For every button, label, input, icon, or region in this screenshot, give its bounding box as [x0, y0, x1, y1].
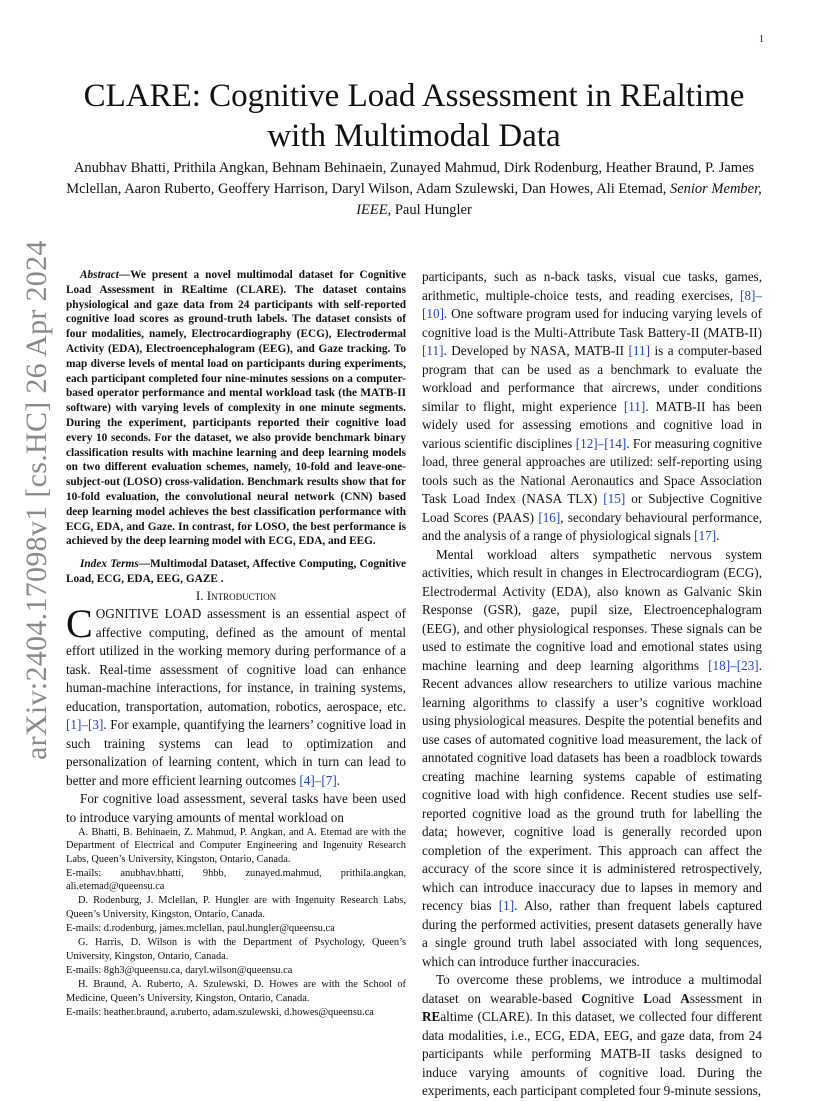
- affiliation-footnotes: [66, 826, 406, 1020]
- right-column: [422, 268, 762, 1101]
- body-text: altime (CLARE). In this dataset, we collected four different data modalities, i.e., ECG, EDA, EEG, and gaze data, from 24 participants while performing MATB-II tasks designed to induce varying amounts of cognitive load. During the experiments, each participant completed four 9-minute sessions,: [422, 1009, 762, 1098]
- abstract: [66, 268, 406, 549]
- citation-link[interactable]: [16]: [538, 509, 561, 525]
- author-names-end: , Paul Hungler: [387, 202, 472, 218]
- arxiv-identifier: arXiv:2404.17098v1 [cs.HC] 26 Apr 2024: [20, 240, 53, 760]
- page-number: 1: [759, 34, 764, 45]
- intro-paragraph-2: For cognitive load assessment, several tasks have been used to introduce varying amounts of mental workload on: [66, 791, 406, 825]
- body-text: ssessment in: [689, 990, 762, 1006]
- citation-link[interactable]: [18]–[23]: [708, 657, 759, 673]
- body-text: . Recent advances allow researchers to utilize various machine learning algorithms to classify a user’s cognitive workload using physiological measures. Despite the potential benefits and use cases of automated cognitive load measurement, the lack of annotated cognitive load datasets has been a roadblock towards creating machine learning systems capable of estimating cognitive load with high confidence. Recent studies use self-reported cognitive load as the ground truth for labelling the data; however, cognitive load is generally recorded upon completion of the experiment. This approach can affect the accuracy of the score since it is administered retrospectively, which can introduce inaccuracy due to lapses in memory and recency bias: [422, 657, 762, 913]
- citation-link[interactable]: [12]–[14]: [575, 435, 627, 451]
- citation-link[interactable]: [11]: [623, 398, 646, 414]
- body-paragraph: [422, 268, 762, 546]
- index-terms-label: Index Terms: [80, 558, 139, 571]
- citation-link[interactable]: [1]–[3]: [66, 717, 104, 733]
- left-column: [66, 268, 406, 827]
- intro-text-b: . For example, quantifying the learners’ cognitive load in such training systems can lead to optimization and personalization of learning content, which in turn can lead to better and more efficient learning outcomes: [66, 717, 406, 788]
- footnote: A. Bhatti, B. Behinaein, Z. Mahmud, P. Angkan, and A. Etemad are with the Department of Electrical and Computer Engineering and Ingenuity Research Labs, Queen’s University, Kingston, Ontario, Canada.: [66, 827, 406, 865]
- citation-link[interactable]: [4]–[7]: [299, 772, 337, 788]
- abstract-text: —We present a novel multimodal dataset for Cognitive Load Assessment in REaltime (CLARE). The dataset contains physiological and gaze data from 24 participants with self-reported cognitive load scores as ground-truth labels. The dataset consists of four modalities, namely, Electrocardiography (ECG), Electrodermal Activity (EDA), Electroencephalogram (EEG), and Gaze tracking. To map diverse levels of mental load on participants during experiments, each participant completed four nine-minutes sessions on a computer-based operator performance and mental workload task (the MATB-II software) with varying levels of complexity in one minute segments. During the experiment, participants reported their cognitive load every 10 seconds. For the dataset, we also provide benchmark binary classification results with machine learning and deep learning models on two different evaluation schemes, namely, 10-fold and leave-one-subject-out (LOSO) cross-validation. Benchmark results show that for 10-fold evaluation, the convolutional neural network (CNN) based deep learning model achieves the best classification performance with ECG, EDA, and Gaze. In contrast, for LOSO, the best performance is achieved by the deep learning model with ECG, EDA, and EEG.: [66, 269, 406, 548]
- author-membership: Senior Member, IEEE: [356, 181, 762, 218]
- section-heading: I. Introduction: [195, 587, 277, 603]
- index-terms-text: —Multimodal Dataset, Affective Computing, Cognitive Load, ECG, EDA, EEG, GAZE .: [66, 558, 406, 585]
- footnote: D. Rodenburg, J. Mclellan, P. Hungler are with Ingenuity Research Labs, Queen’s University, Kingston, Ontario, Canada.: [66, 895, 406, 920]
- body-text: . Also, rather than frequent labels captured during the performed activities, present datasets generally have a single ground truth label associated with long sequences, which can introduce further inaccuracies.: [422, 898, 762, 969]
- citation-link[interactable]: [11]: [628, 343, 650, 358]
- body-text: is a computer-based program that can be used as a benchmark to evaluate the workload and performance that aircrews, under conditions similar to flight, might experience: [422, 343, 762, 414]
- body-paragraph: [422, 546, 762, 972]
- intro-text-end: .: [336, 772, 341, 788]
- intro-text-a: assessment is an essential aspect of affective computing, defined as the amount of mental effort utilized in the working memory during performance of a task. Real-time assessment of cognitive load can enhance human-machine interactions, for instance, in training systems, education, transportation, automation, robotics, aerospace, etc.: [66, 606, 406, 714]
- citation-link[interactable]: [17]: [694, 528, 717, 543]
- citation-link[interactable]: [11]: [422, 343, 444, 358]
- author-names: Anubhav Bhatti, Prithila Angkan, Behnam Behinaein, Zunayed Mahmud, Dirk Rodenburg, Heather Braund, P. James Mclellan, Aaron Ruberto, Geoffery Harrison, Daryl Wilson, Adam Szulewski, Dan Howes, Ali Etemad,: [66, 160, 755, 197]
- body-text: oad: [652, 990, 681, 1006]
- body-text: ognitive: [590, 990, 644, 1006]
- citation-link[interactable]: [8]–[10]: [422, 287, 762, 321]
- acronym-letter: L: [643, 990, 653, 1006]
- intro-paragraph-1: [66, 601, 406, 790]
- acronym-letter: RE: [422, 1009, 441, 1024]
- footnote: H. Braund, A. Ruberto, A. Szulewski, D. Howes are with the School of Medicine, Queen’s University, Kingston, Ontario, Canada.: [66, 979, 406, 1004]
- body-text: . Developed by NASA, MATB-II: [443, 343, 629, 358]
- footnote-emails: E-mails: anubhav.bhatti, 9hbb, zunayed.mahmud, prithila.angkan, ali.etemad@queensu.ca: [66, 867, 406, 893]
- body-text: . MATB-II has been widely used for assessing emotions and cognitive load in various scientific disciplines: [422, 398, 762, 451]
- body-paragraph: [422, 971, 762, 1101]
- body-text: participants, such as n-back tasks, visual cue tasks, games, arithmetic, multiple-choice tests, and reading exercises,: [422, 269, 762, 303]
- body-text: . One software program used for inducing varying levels of cognitive load is the Multi-Attribute Task Battery-II (MATB-II): [422, 306, 762, 340]
- citation-link[interactable]: [1]: [498, 898, 515, 913]
- footnote-emails: E-mails: heather.braund, a.ruberto, adam.szulewski, d.howes@queensu.ca: [66, 1006, 374, 1018]
- paper-title: CLARE: Cognitive Load Assessment in REaltime with Multimodal Data: [83, 78, 745, 154]
- acronym-letter: C: [581, 990, 591, 1006]
- intro-lead: OGNITIVE LOAD: [95, 606, 202, 622]
- footnote-emails: E-mails: d.rodenburg, james.mclellan, paul.hungler@queensu.ca: [66, 923, 335, 935]
- body-text: or Subjective Cognitive Load Scores (PAAS): [422, 491, 762, 525]
- body-text: , secondary behavioural performance, and the analysis of a range of physiological signals: [422, 509, 762, 543]
- body-text: .: [716, 528, 720, 543]
- author-list: [66, 158, 762, 221]
- footnote: G. Harris, D. Wilson is with the Department of Psychology, Queen’s University, Kingston, Ontario, Canada.: [66, 937, 406, 962]
- body-text: Mental workload alters sympathetic nervous system activities, which result in changes in Electrocardiogram (ECG), Electrodermal Activity (EDA), also known as Galvanic Skin Response (GSR), gaze, pupil size, Electroencephalogram (EEG), and other physiological responses. These signals can be used to estimate the cognitive load and emotional states using machine learning and deep learning algorithms: [422, 546, 762, 673]
- footnote-emails: E-mails: 8gh3@queensu.ca, daryl.wilson@queensu.ca: [66, 964, 293, 976]
- abstract-label: Abstract: [80, 269, 119, 281]
- body-text: . For measuring cognitive load, three general approaches are utilized: self-reporting using tools such as the National Aeronautics and Space Association Task Load Index (NASA TLX): [422, 435, 763, 506]
- body-text: To overcome these problems, we introduce a multimodal dataset on wearable-based: [422, 972, 762, 1006]
- drop-cap: C: [66, 601, 93, 647]
- index-terms: [66, 557, 406, 587]
- acronym-letter: A: [680, 990, 690, 1006]
- citation-link[interactable]: [15]: [603, 491, 626, 506]
